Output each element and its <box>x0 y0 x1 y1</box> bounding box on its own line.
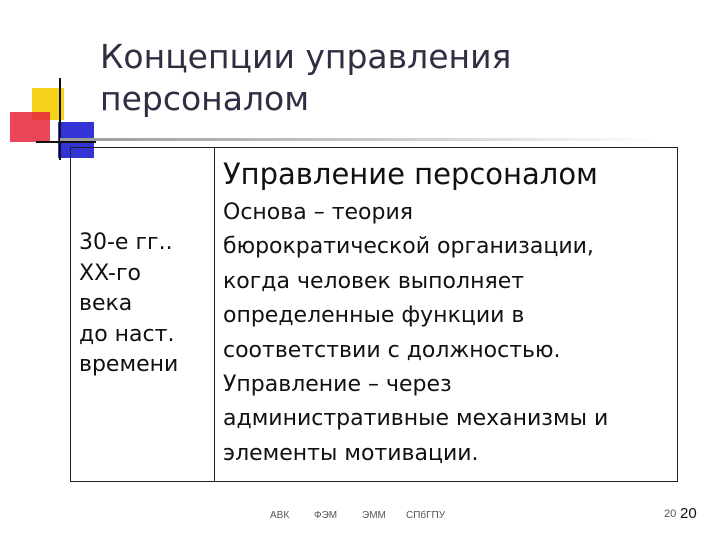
description-line: бюрократической организации, <box>223 234 594 260</box>
period-line: века <box>79 291 133 316</box>
footer-label-emm: ЭММ <box>362 510 386 521</box>
description-line: элементы мотивации. <box>223 440 479 466</box>
title-line-1: Концепции управления <box>100 37 512 76</box>
description-line: соответствии с должностью. <box>223 337 561 363</box>
footer-label-fem: ФЭМ <box>314 510 338 521</box>
page-number: 20 <box>680 505 697 522</box>
footer-label-avk: АВК <box>270 510 290 521</box>
description-cell <box>223 196 673 471</box>
description-line: когда человек выполняет <box>223 268 525 294</box>
title-line-2: персоналом <box>100 79 310 118</box>
column-divider <box>214 148 215 481</box>
slide-logo-icon <box>0 0 100 170</box>
period-line: времени <box>79 352 179 377</box>
content-table <box>70 147 678 482</box>
period-line: XX-го <box>79 260 142 286</box>
footer-label-spbgpu: СПбГПУ <box>406 510 446 521</box>
description-line: административные механизмы и <box>223 406 609 432</box>
table-header: Управление персоналом <box>223 157 598 191</box>
period-cell <box>79 228 207 381</box>
page-number-small: 20 <box>664 508 677 520</box>
period-line: 30-е гг.. <box>79 230 173 255</box>
description-line: Управление – через <box>223 372 452 398</box>
description-line: Основа – теория <box>223 200 413 225</box>
description-line: определенные функции в <box>223 303 525 329</box>
title-divider <box>60 138 660 141</box>
period-line: до наст. <box>79 321 175 347</box>
slide-title <box>100 36 660 120</box>
